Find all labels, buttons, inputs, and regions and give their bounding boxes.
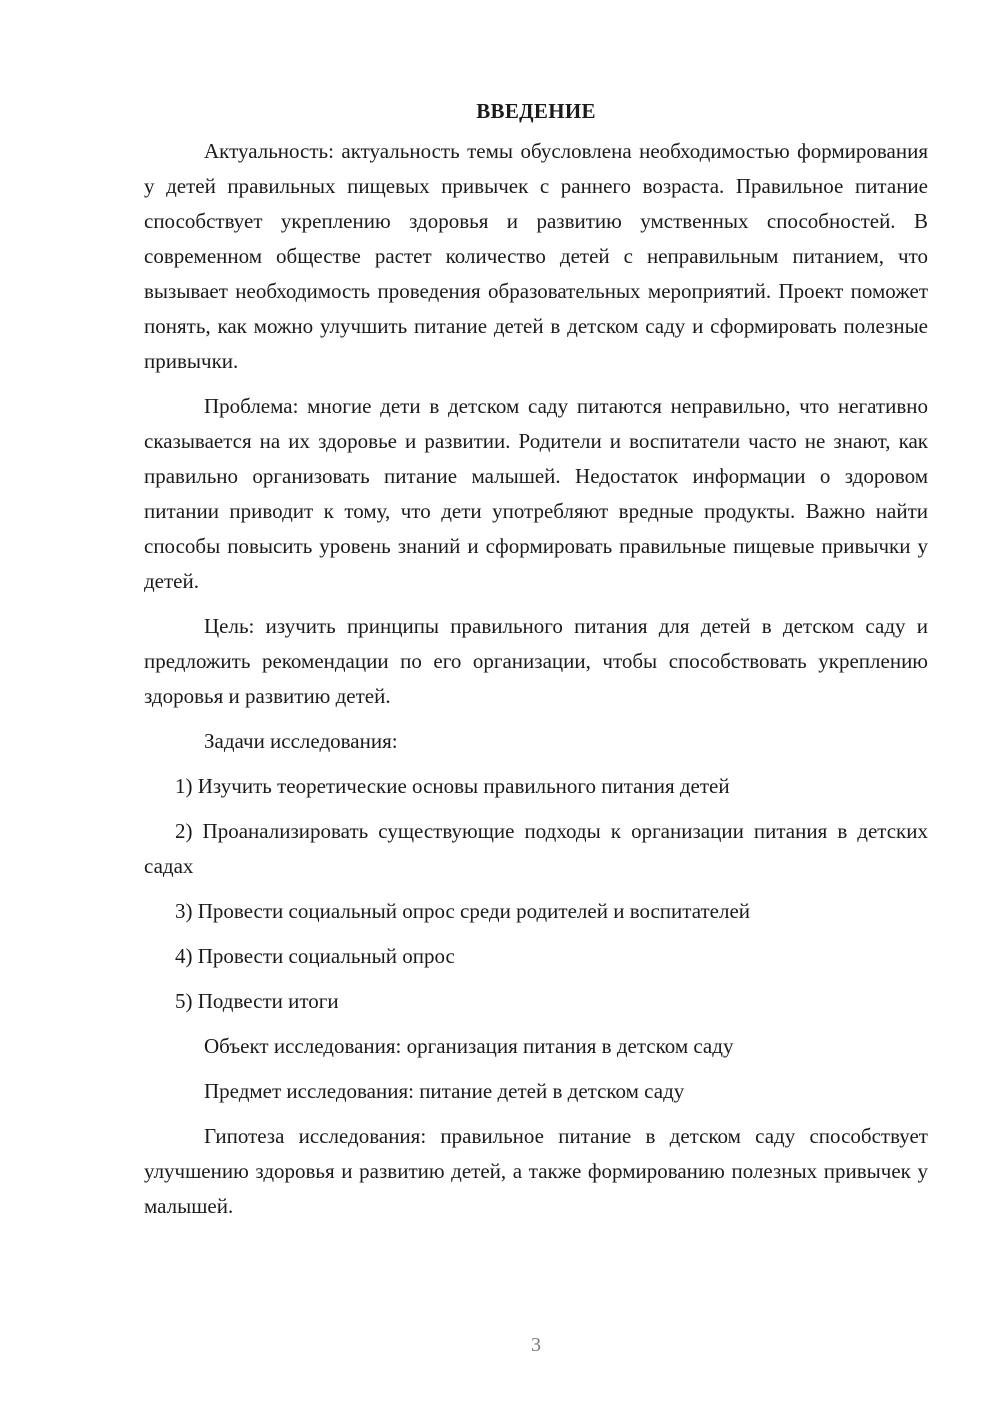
- page-content: [144, 96, 928, 1234]
- relevance-paragraph: Актуальность: актуальность темы обусловлена необходимостью формирования у детей правильных пищевых привычек с раннего возраста. Правильное питание способствует укреплению здоровья и развитию умственных способностей. В современном обществе растет количество детей с неправильным питанием, что вызывает необходимость проведения образовательных мероприятий. Проект поможет понять, как можно улучшить питание детей в детском саду и сформировать полезные привычки.: [144, 139, 928, 373]
- task-item-1: 1) Изучить теоретические основы правильного питания детей: [175, 774, 730, 798]
- goal-paragraph: Цель: изучить принципы правильного питания для детей в детском саду и предложить рекомендации по его организации, чтобы способствовать укреплению здоровья и развитию детей.: [144, 614, 928, 708]
- problem-paragraph: Проблема: многие дети в детском саду питаются неправильно, что негативно сказывается на их здоровье и развитии. Родители и воспитатели часто не знают, как правильно организовать питание малышей. Недостаток информации о здоровом питании приводит к тому, что дети употребляют вредные продукты. Важно найти способы повысить уровень знаний и сформировать правильные пищевые привычки у детей.: [144, 394, 928, 593]
- tasks-list: [144, 769, 928, 1019]
- page-number: 3: [531, 1334, 541, 1356]
- task-item-3: 3) Провести социальный опрос среди родителей и воспитателей: [175, 899, 751, 923]
- task-item-2: 2) Проанализировать существующие подходы к организации питания в детских садах: [144, 819, 928, 878]
- research-hypothesis: Гипотеза исследования: правильное питание в детском саду способствует улучшению здоровья и развитию детей, а также формированию полезных привычек у малышей.: [144, 1124, 928, 1218]
- page-title: ВВЕДЕНИЕ: [476, 99, 596, 123]
- task-item-4: 4) Провести социальный опрос: [175, 944, 455, 968]
- task-item-5: 5) Подвести итоги: [175, 989, 339, 1013]
- research-object: Объект исследования: организация питания в детском саду: [204, 1034, 734, 1058]
- research-subject: Предмет исследования: питание детей в детском саду: [204, 1079, 685, 1103]
- tasks-heading: Задачи исследования:: [204, 729, 398, 753]
